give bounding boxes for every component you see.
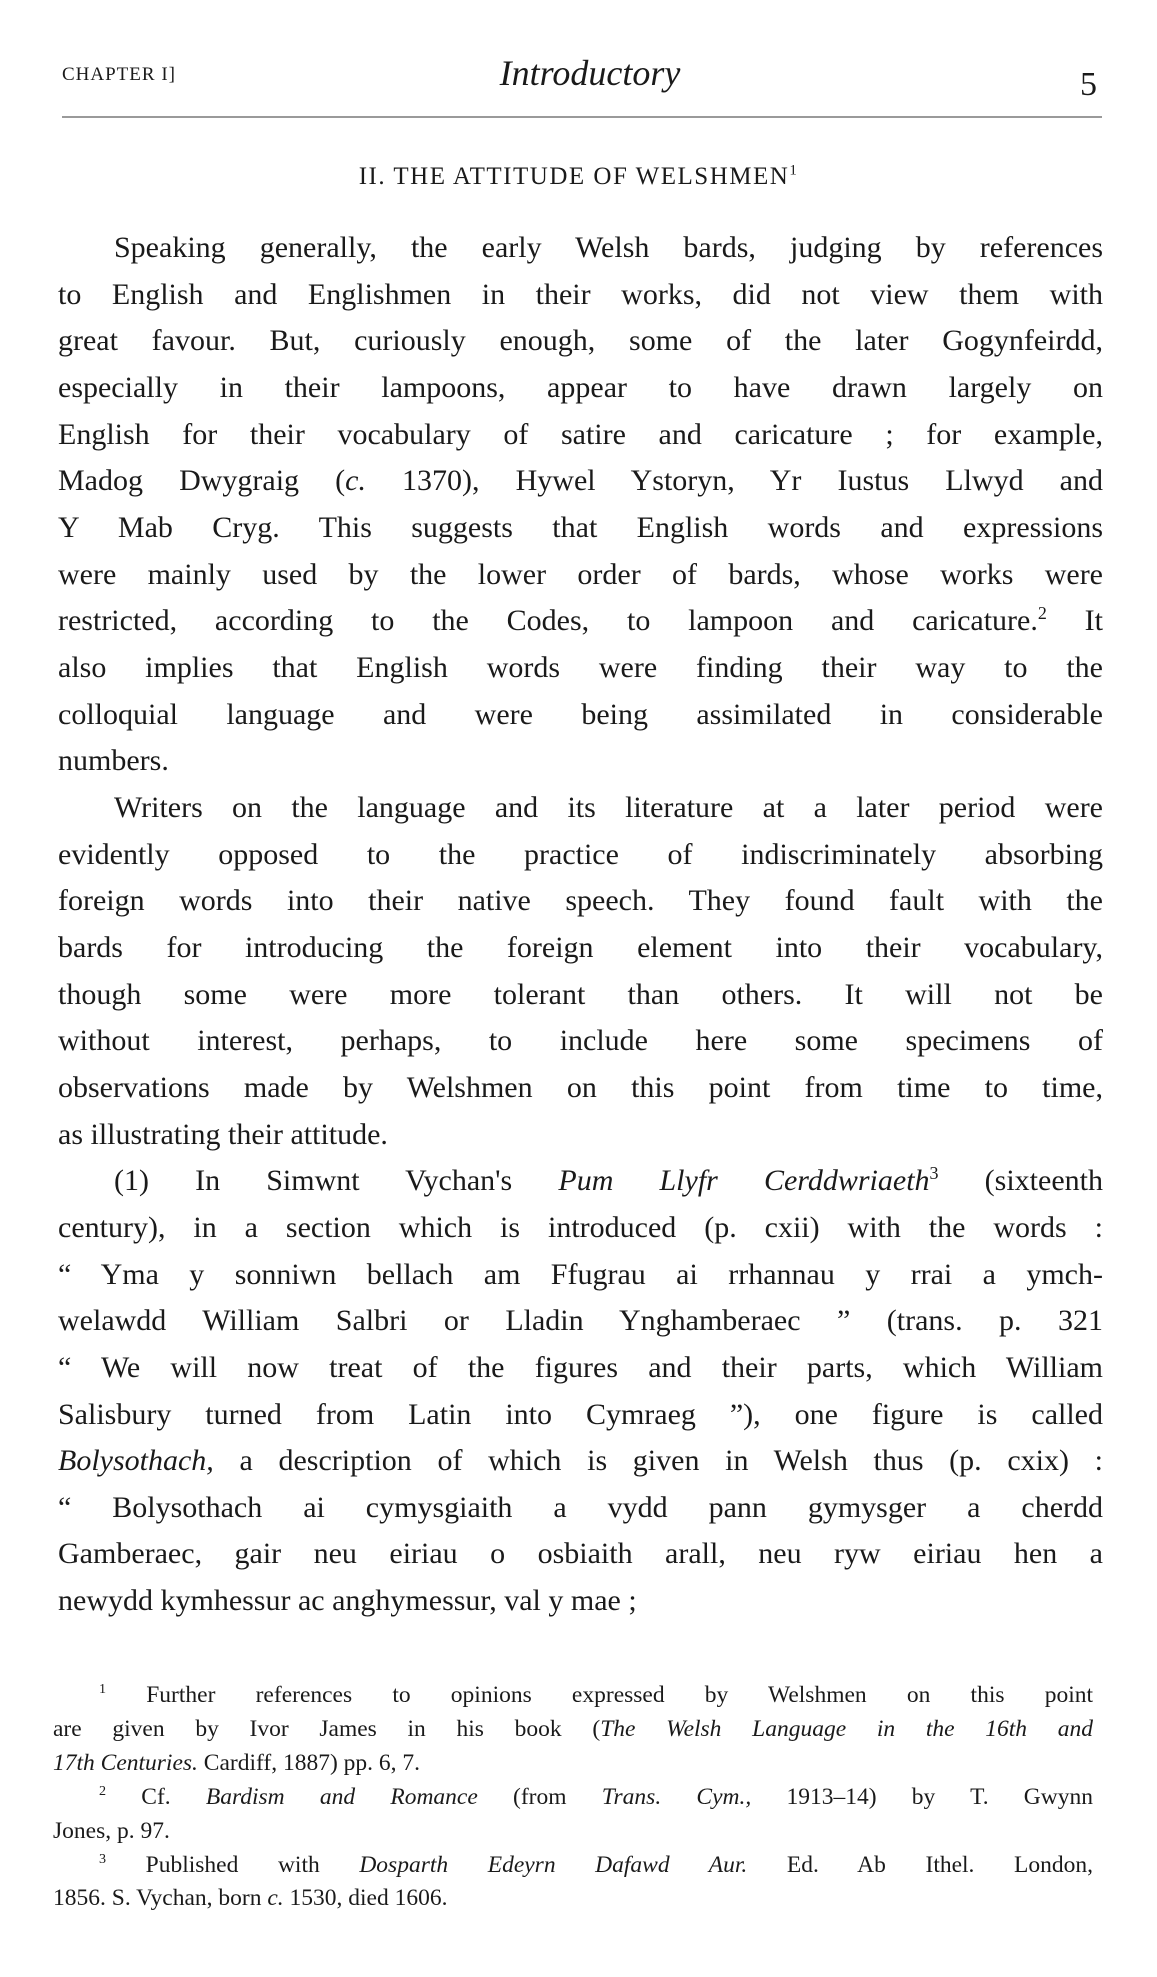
text-line [58, 457, 1103, 504]
text-run: evidently opposed to the practice of indiscriminately absorbing [58, 837, 1103, 871]
italic-text: Dosparth Edeyrn Dafawd Aur. [359, 1851, 748, 1878]
text-line [58, 831, 1103, 878]
text-run: Salisbury turned from Latin into Cymraeg ”), one figure is called [58, 1397, 1103, 1431]
text-line [58, 551, 1103, 598]
text-run: colloquial language and were being assimilated in considerable [58, 697, 1103, 731]
text-run: “ Yma y sonniwn bellach am Ffugrau ai rrhannau y rrai a ymch- [58, 1257, 1103, 1291]
text-run: Jones, p. 97. [53, 1817, 170, 1844]
italic-text: c. [345, 464, 366, 498]
text-run: observations made by Welshmen on this point from time to time, [58, 1070, 1103, 1104]
text-run: foreign words into their native speech. They found fault with the [58, 884, 1103, 918]
text-run: (sixteenth [938, 1164, 1103, 1198]
text-line [58, 317, 1103, 364]
text-run: Published with [106, 1851, 360, 1878]
footnote-line [53, 1881, 1093, 1915]
text-line [58, 1064, 1103, 1111]
footnote-line [53, 1848, 1093, 1882]
running-head-title: Introductory [499, 53, 681, 93]
text-run: welawdd William Salbri or Lladin Ynghamberaec ” (trans. p. 321 [58, 1304, 1103, 1338]
text-line [58, 971, 1103, 1018]
text-run: especially in their lampoons, appear to have drawn largely on [58, 370, 1103, 404]
text-line [58, 364, 1103, 411]
text-line [58, 1530, 1103, 1577]
text-line [58, 1204, 1103, 1251]
footnote-ref: 3 [929, 1163, 939, 1184]
text-line [58, 1391, 1103, 1438]
text-line [58, 1484, 1103, 1531]
text-line [58, 597, 1103, 644]
text-line [58, 411, 1103, 458]
text-line [58, 877, 1103, 924]
text-run: restricted, according to the Codes, to lampoon and caricature. [58, 604, 1038, 638]
text-run: though some were more tolerant than others. It will not be [58, 977, 1103, 1011]
text-line [58, 1297, 1103, 1344]
text-line [58, 504, 1103, 551]
text-run: to English and Englishmen in their works, did not view them with [58, 277, 1103, 311]
footnote-line [53, 1712, 1093, 1746]
section-heading-text: II. THE ATTITUDE OF WELSHMEN [358, 163, 790, 190]
text-line [58, 644, 1103, 691]
text-run: Madog Dwygraig ( [58, 464, 346, 498]
italic-text: c. [267, 1885, 284, 1912]
text-run: as illustrating their attitude. [58, 1117, 388, 1151]
page-number: 5 [1080, 66, 1097, 103]
text-run: (1) In Simwnt Vychan's [114, 1164, 559, 1198]
header-rule [62, 116, 1102, 118]
text-run: are given by Ivor James in his book ( [53, 1715, 601, 1742]
text-run: without interest, perhaps, to include here some specimens of [58, 1024, 1103, 1058]
text-line [58, 1344, 1103, 1391]
text-line [58, 1577, 1103, 1624]
italic-text: Bolysothach, [58, 1444, 214, 1478]
text-run: numbers. [58, 744, 169, 778]
footnote-ref: 3 [99, 1850, 107, 1867]
text-line [58, 924, 1103, 971]
text-run: Y Mab Cryg. This suggests that English words and expressions [58, 510, 1103, 544]
text-run: It [1046, 604, 1103, 638]
footnote-line [53, 1814, 1093, 1848]
text-run: “ We will now treat of the figures and their parts, which William [58, 1350, 1103, 1384]
text-run: Gamberaec, gair neu eiriau o osbiaith arall, neu ryw eiriau hen a [58, 1537, 1103, 1571]
footnote-ref: 2 [99, 1782, 107, 1799]
italic-text: Bardism and Romance [205, 1783, 478, 1810]
text-run: 1530, died 1606. [283, 1885, 448, 1912]
italic-text: Trans. Cym., [601, 1783, 752, 1810]
text-line [58, 1251, 1103, 1298]
footnote-line [53, 1678, 1093, 1712]
text-run: also implies that English words were finding their way to the [58, 650, 1103, 684]
text-line [58, 1157, 1103, 1204]
text-run: “ Bolysothach ai cymysgiaith a vydd pann gymysger a cherdd [58, 1490, 1103, 1524]
text-line [58, 271, 1103, 318]
italic-text: 17th Centuries. [53, 1749, 198, 1776]
text-run: 1370), Hywel Ystoryn, Yr Iustus Llwyd and [365, 464, 1103, 498]
italic-text: The Welsh Language in the 16th and [600, 1715, 1093, 1742]
text-line [58, 1111, 1103, 1158]
footnote-ref: 2 [1037, 603, 1047, 624]
text-run: Cf. [106, 1783, 206, 1810]
text-run: Writers on the language and its literature at a later period were [114, 790, 1103, 824]
text-run: century), in a section which is introduced (p. cxii) with the words : [58, 1210, 1103, 1244]
text-run: (from [477, 1783, 602, 1810]
text-line [58, 1017, 1103, 1064]
text-run: a description of which is given in Welsh thus (p. cxix) : [213, 1444, 1103, 1478]
text-run: bards for introducing the foreign element into their vocabulary, [58, 930, 1103, 964]
text-run: 1856. S. Vychan, born [53, 1885, 268, 1912]
footnote-line [53, 1746, 1093, 1780]
footnote-ref: 1 [789, 162, 799, 179]
footnote-line [53, 1780, 1093, 1814]
text-run: Cardiff, 1887) pp. 6, 7. [197, 1749, 421, 1776]
footnote-ref: 1 [99, 1681, 107, 1698]
text-line [58, 784, 1103, 831]
italic-text: Pum Llyfr Cerddwriaeth [558, 1164, 930, 1198]
text-line [58, 224, 1103, 271]
text-run: great favour. But, curiously enough, some of the later Gogynfeirdd, [58, 324, 1103, 358]
text-run: newydd kymhessur ac anghymessur, val y mae ; [58, 1584, 637, 1618]
text-run: Speaking generally, the early Welsh bards, judging by references [114, 231, 1103, 264]
text-line [58, 737, 1103, 784]
text-run: Further references to opinions expressed by Welshmen on this point [106, 1682, 1093, 1708]
text-run: 1913–14) by T. Gwynn [751, 1783, 1093, 1810]
text-run: Ed. Ab Ithel. London, [747, 1851, 1094, 1878]
text-run: English for their vocabulary of satire and caricature ; for example, [58, 417, 1103, 451]
running-head-chapter: CHAPTER I] [62, 64, 176, 85]
text-line [58, 1437, 1103, 1484]
section-heading [0, 163, 1157, 191]
text-run: were mainly used by the lower order of bards, whose works were [58, 557, 1103, 591]
text-line [58, 691, 1103, 738]
